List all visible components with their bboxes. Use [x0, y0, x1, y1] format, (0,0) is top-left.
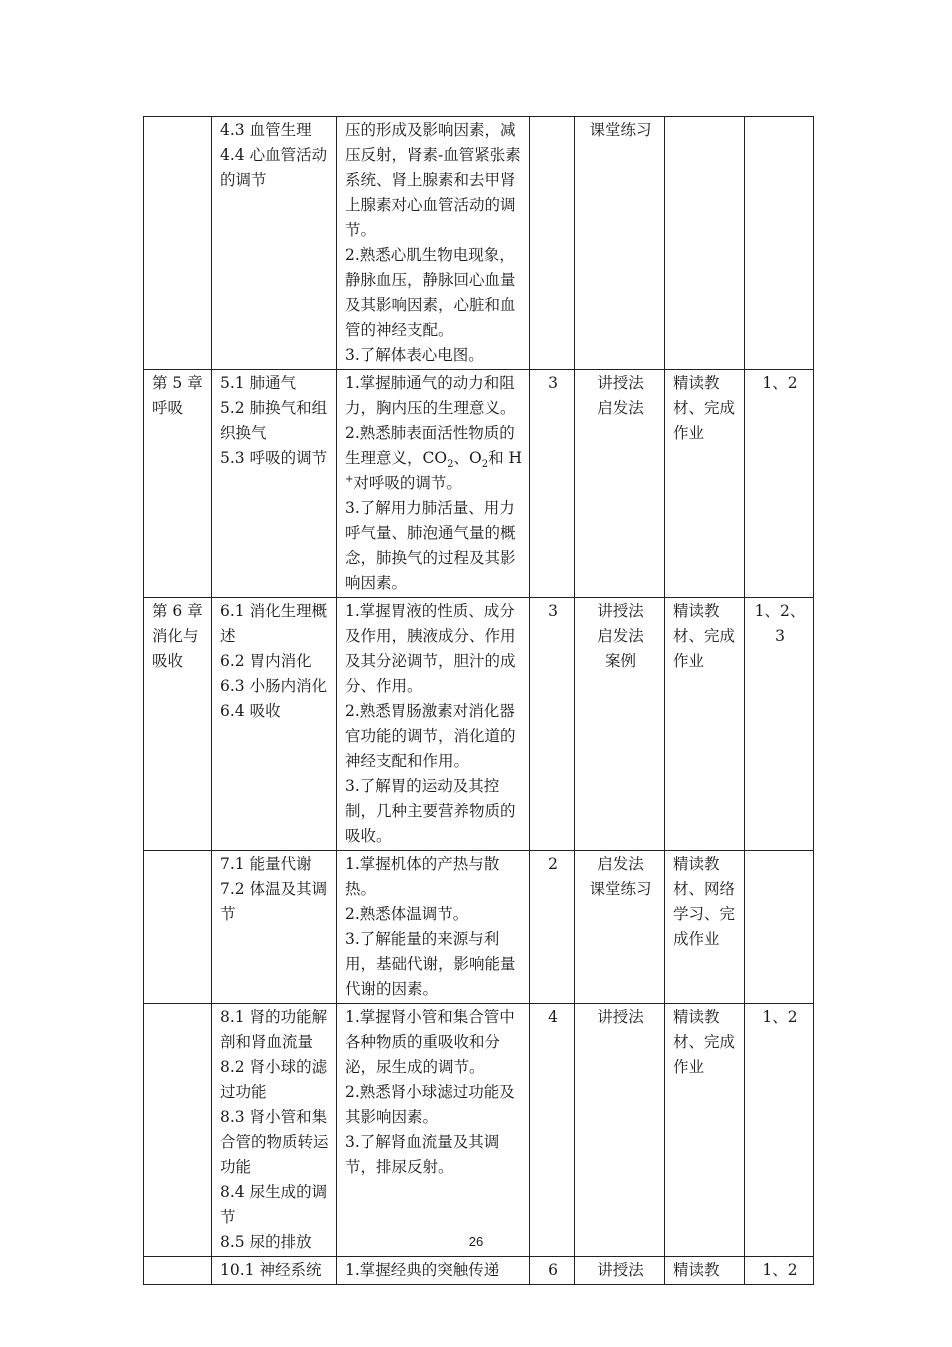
objectives-text: 对呼吸的调节。 3.了解用力肺活量、用力呼气量、肺泡通气量的概念，肺换气的过程及其影响因素。 [345, 474, 516, 592]
sections-cell: 8.1 肾的功能解剖和肾血流量 8.2 肾小球的滤过功能 8.3 肾小管和集合管的物质转运功能 8.4 尿生成的调节 8.5 尿的排放 [212, 1004, 337, 1257]
methods-cell: 讲授法 启发法 [575, 370, 665, 598]
sections-cell: 10.1 神经系统 [212, 1257, 337, 1285]
hours-cell: 3 [530, 370, 575, 598]
chapter-cell [144, 1004, 212, 1257]
sections-cell: 7.1 能量代谢 7.2 体温及其调节 [212, 851, 337, 1004]
assignments-cell: 精读教材、完成作业 [665, 1004, 745, 1257]
goals-cell: 1、2 [745, 1257, 814, 1285]
sections-cell: 4.3 血管生理 4.4 心血管活动的调节 [212, 117, 337, 370]
hours-cell: 3 [530, 598, 575, 851]
methods-cell: 讲授法 [575, 1257, 665, 1285]
page-number: 26 [468, 1234, 484, 1249]
goals-cell [745, 851, 814, 1004]
o2-formula [468, 449, 489, 471]
objectives-cell: 1.掌握肾小管和集合管中各种物质的重吸收和分泌，尿生成的调节。 2.熟悉肾小球滤过功能及其影响因素。 3.了解肾血流量及其调节，排尿反射。 [337, 1004, 530, 1257]
methods-cell: 讲授法 [575, 1004, 665, 1257]
chapter-cell: 第 5 章 呼吸 [144, 370, 212, 598]
assignments-cell: 精读教材、完成作业 [665, 598, 745, 851]
table-row [144, 1004, 814, 1257]
formula-subscript: 2 [447, 459, 454, 471]
methods-cell: 讲授法 启发法 案例 [575, 598, 665, 851]
hours-cell: 2 [530, 851, 575, 1004]
table-row [144, 851, 814, 1004]
objectives-cell: 1.掌握胃液的性质、成分及作用，胰液成分、作用及其分泌调节，胆汁的成分、作用。 2.熟悉胃肠激素对消化器官功能的调节，消化道的神经支配和作用。 3.了解胃的运动及其控制，几种主要营养物质的吸收。 [337, 598, 530, 851]
goals-cell: 1、2、3 [745, 598, 814, 851]
formula-subscript: 2 [481, 459, 489, 471]
co2-formula [422, 449, 454, 471]
assignments-cell: 精读教材、完成作业 [665, 370, 745, 598]
objectives-text: 1.掌握肺通气的动力和阻力，胸内压的生理意义。 2.熟悉肺表面活性物质的生理意义， [345, 374, 516, 467]
chapter-cell [144, 1257, 212, 1285]
table-row [144, 598, 814, 851]
syllabus-table [143, 116, 814, 1285]
goals-cell: 1、2 [745, 370, 814, 598]
sections-cell: 5.1 肺通气 5.2 肺换气和组织换气 5.3 呼吸的调节 [212, 370, 337, 598]
assignments-cell: 精读教材、网络学习、完成作业 [665, 851, 745, 1004]
chapter-cell: 第 6 章 消化与吸收 [144, 598, 212, 851]
formula-text: CO [422, 449, 448, 467]
table-row [144, 370, 814, 598]
hours-cell: 4 [530, 1004, 575, 1257]
objectives-cell: 1.掌握机体的产热与散热。 2.熟悉体温调节。 3.了解能量的来源与利用，基础代谢，影响能量代谢的因素。 [337, 851, 530, 1004]
objectives-cell [337, 370, 530, 598]
objectives-cell: 1.掌握经典的突触传递 [337, 1257, 530, 1285]
assignments-cell [665, 117, 745, 370]
table-row [144, 117, 814, 370]
goals-cell [745, 117, 814, 370]
formula-superscript: + [345, 473, 354, 485]
methods-cell: 启发法 课堂练习 [575, 851, 665, 1004]
methods-cell: 课堂练习 [575, 117, 665, 370]
goals-cell: 1、2 [745, 1004, 814, 1257]
hours-cell: 6 [530, 1257, 575, 1285]
sections-cell: 6.1 消化生理概述 6.2 胃内消化 6.3 小肠内消化 6.4 吸收 [212, 598, 337, 851]
chapter-cell [144, 851, 212, 1004]
objectives-cell: 压的形成及影响因素，减压反射，肾素-血管紧张素系统、肾上腺素和去甲肾上腺素对心血管活动的调节。 2.熟悉心肌生物电现象，静脉血压，静脉回心血量及其影响因素，心脏和血管的神经支配。 3.了解体表心电图。 [337, 117, 530, 370]
separator: 、 [453, 449, 469, 467]
assignments-cell: 精读教 [665, 1257, 745, 1285]
chapter-cell [144, 117, 212, 370]
formula-text: O [468, 449, 482, 467]
conjunction-text: 和 H [488, 449, 523, 467]
table-row [144, 1257, 814, 1285]
hours-cell [530, 117, 575, 370]
